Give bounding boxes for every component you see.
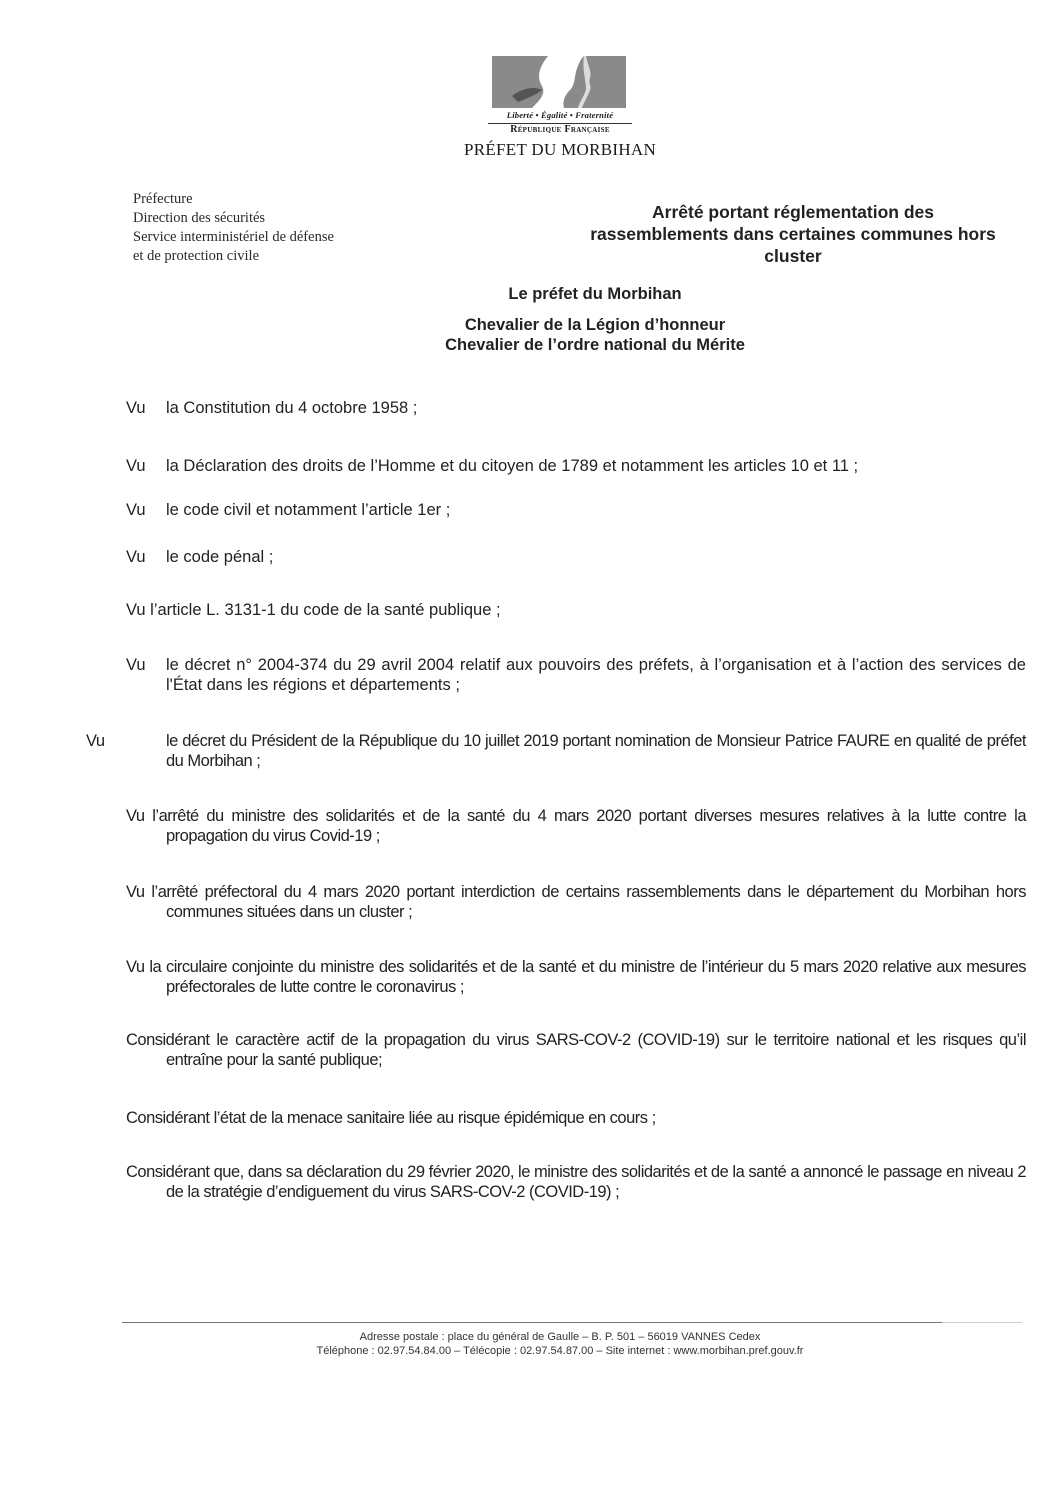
considerant-keyword: Considérant — [126, 1163, 210, 1181]
title-line: rassemblements dans certaines communes hors — [590, 224, 996, 244]
visa-keyword: Vu — [126, 601, 146, 619]
honorific-titles — [400, 315, 790, 355]
service-block — [133, 190, 334, 266]
visa-text: l’article L. 3131-1 du code de la santé publique ; — [150, 601, 501, 619]
honorific-title: Chevalier de la Légion d’honneur — [464, 316, 726, 334]
considerant-keyword: Considérant — [126, 1109, 210, 1127]
considerant-item — [126, 1162, 1026, 1202]
visa-item — [126, 655, 1026, 695]
considerant-keyword: Considérant — [126, 1031, 210, 1049]
considerant-text: le caractère actif de la propagation du virus SARS-COV-2 (COVID-19) sur le territoire national et les risques qu’il entraîne pour la santé publique; — [166, 1031, 1026, 1069]
visa-keyword: Vu — [86, 732, 105, 750]
visa-item — [126, 600, 986, 620]
service-line: Préfecture — [133, 191, 193, 207]
footer-contact: Téléphone : 02.97.54.84.00 – Télécopie : 02.97.54.87.00 – Site internet : www.morbihan.pref.gouv.fr — [316, 1345, 804, 1357]
visa-item — [126, 882, 1026, 922]
prefet-name: Le préfet du Morbihan — [508, 285, 682, 303]
motto: Liberté • Égalité • Fraternité — [506, 110, 614, 120]
republique-francaise: République Française — [510, 124, 610, 135]
visa-text: la circulaire conjointe du ministre des solidarités et de la santé et du ministre de l’intérieur du 5 mars 2020 relative aux mesures préfectorales de lutte contre le coronavirus ; — [149, 958, 1026, 996]
visa-text: le décret du Président de la République du 10 juillet 2019 portant nomination de Monsieur Patrice FAURE en qualité de préfet du Morbihan ; — [166, 732, 1026, 770]
visa-text: le code civil et notamment l’article 1er ; — [166, 501, 451, 519]
visa-item — [126, 957, 1026, 997]
visa-text: l’arrêté du ministre des solidarités et de la santé du 4 mars 2020 portant diverses mesures relatives à la lutte contre la propagation du virus Covid-19 ; — [152, 807, 1026, 845]
visa-keyword: Vu — [126, 807, 145, 825]
marianne-logo-icon — [492, 56, 626, 108]
visa-text: l’arrêté préfectoral du 4 mars 2020 portant interdiction de certains rassemblements dans le département du Morbihan hors communes situées dans un cluster ; — [151, 883, 1026, 921]
visa-keyword: Vu — [126, 548, 146, 566]
visa-keyword: Vu — [126, 501, 146, 519]
visa-text: le code pénal ; — [166, 548, 274, 566]
visa-item — [126, 547, 986, 567]
visa-item — [126, 456, 986, 476]
visa-item — [86, 731, 1026, 771]
considerant-text: que, dans sa déclaration du 29 février 2020, le ministre des solidarités et de la santé a annoncé le passage en niveau 2 de la stratégie d’endiguement du virus SARS-COV-2 (COVID-19) ; — [166, 1163, 1026, 1201]
footer-address: Adresse postale : place du général de Gaulle – B. P. 501 – 56019 VANNES Cedex — [359, 1331, 761, 1343]
visa-text: le décret n° 2004-374 du 29 avril 2004 relatif aux pouvoirs des préfets, à l’organisation et à l’action des services de l'État dans les régions et départements ; — [166, 656, 1026, 694]
considerant-text: l’état de la menace sanitaire liée au risque épidémique en cours ; — [213, 1109, 656, 1127]
title-line: Arrêté portant réglementation des — [652, 202, 934, 222]
visa-text: la Déclaration des droits de l’Homme et du citoyen de 1789 et notamment les articles 10 et 11 ; — [166, 457, 859, 475]
service-line: Service interministériel de défense — [133, 229, 334, 245]
visa-keyword: Vu — [126, 883, 145, 901]
footer — [120, 1330, 1000, 1358]
prefet-header: PRÉFET DU MORBIHAN — [463, 140, 657, 159]
service-line: et de protection civile — [133, 248, 260, 264]
visa-keyword: Vu — [126, 656, 146, 674]
title-line: cluster — [764, 246, 822, 266]
visa-item — [126, 500, 986, 520]
considerant-item — [126, 1108, 1026, 1128]
footer-divider-fade — [942, 1322, 1022, 1323]
visa-item — [126, 806, 1026, 846]
honorific-title: Chevalier de l’ordre national du Mérite — [445, 336, 745, 354]
visa-keyword: Vu — [126, 958, 145, 976]
visa-keyword: Vu — [126, 457, 146, 475]
considerant-item — [126, 1030, 1026, 1070]
footer-divider — [122, 1322, 942, 1323]
visa-text: la Constitution du 4 octobre 1958 ; — [166, 399, 418, 417]
service-line: Direction des sécurités — [133, 210, 266, 226]
visa-keyword: Vu — [126, 399, 146, 417]
arrete-title — [548, 201, 1038, 267]
visa-item — [126, 398, 986, 418]
